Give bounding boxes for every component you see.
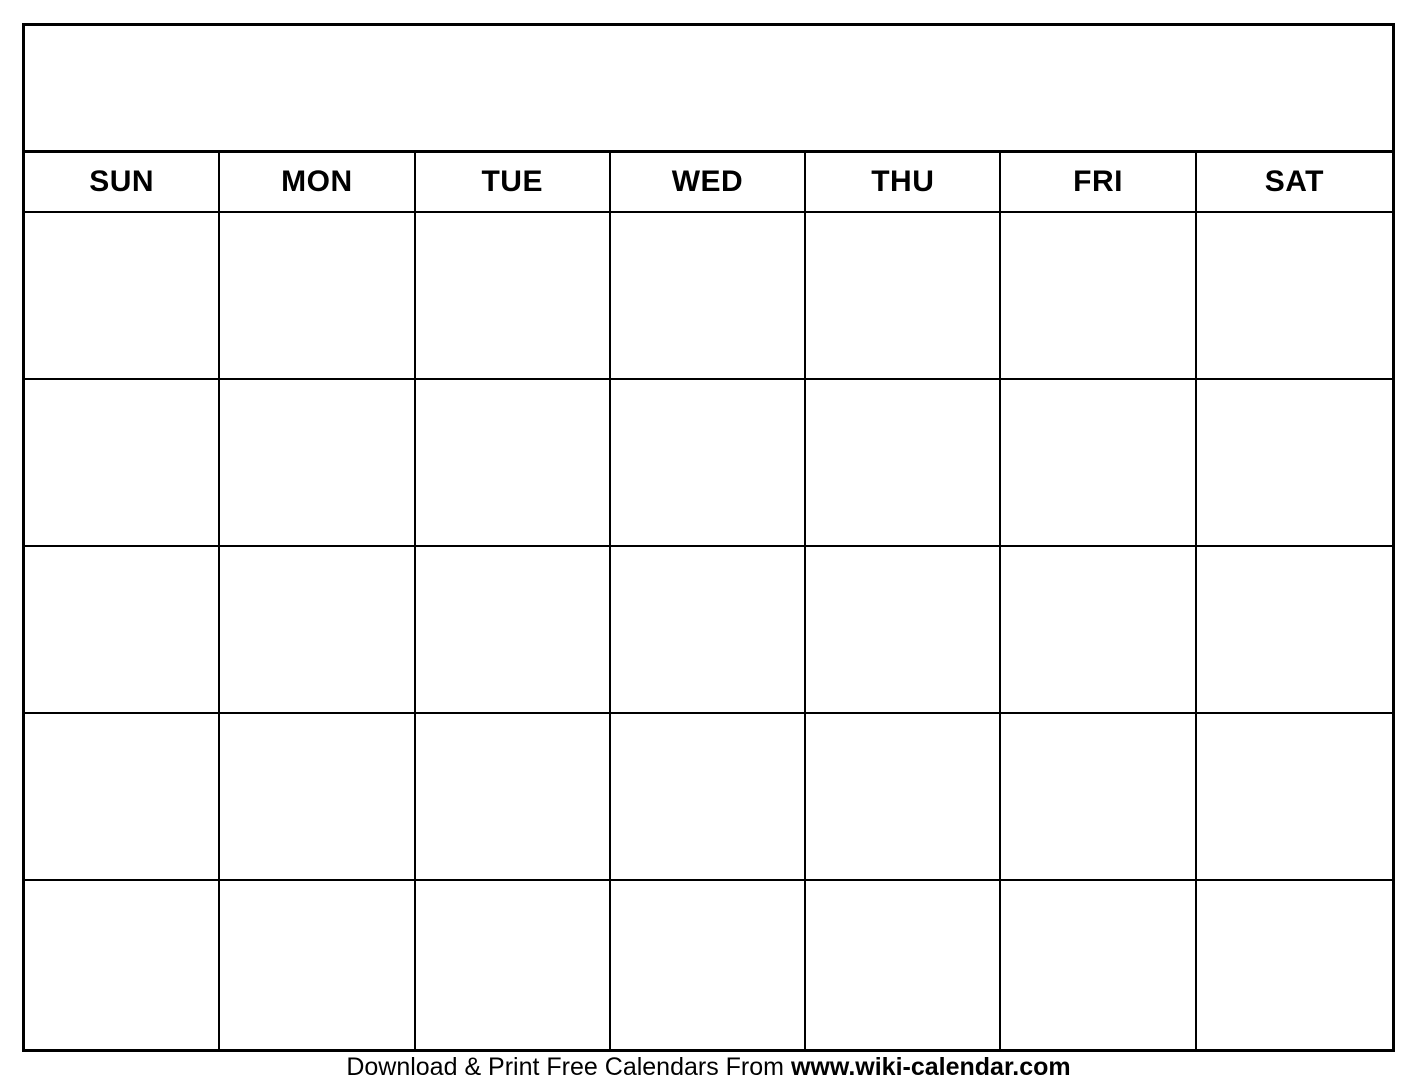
calendar-template: [22, 23, 1395, 1052]
calendar-cell-r3c5: [806, 547, 1001, 714]
calendar-cell-r4c3: [416, 714, 611, 881]
calendar-cell-r1c6: [1001, 213, 1196, 380]
calendar-cell-r3c7: [1197, 547, 1392, 714]
calendar-cell-r1c5: [806, 213, 1001, 380]
calendar-cell-r2c7: [1197, 380, 1392, 547]
calendar-cell-r3c6: [1001, 547, 1196, 714]
calendar-cell-r1c2: [220, 213, 415, 380]
calendar-cell-r5c7: [1197, 881, 1392, 1049]
footer-site-url: www.wiki-calendar.com: [790, 1053, 1071, 1081]
calendar-cell-r3c2: [220, 547, 415, 714]
calendar-cell-r4c5: [806, 714, 1001, 881]
footer-credit: [0, 1053, 1417, 1082]
weekday-header-thu: THU: [806, 153, 1001, 213]
calendar-cell-r4c4: [611, 714, 806, 881]
calendar-cell-r2c5: [806, 380, 1001, 547]
calendar-cell-r3c4: [611, 547, 806, 714]
calendar-cell-r2c1: [25, 380, 220, 547]
calendar-cell-r4c2: [220, 714, 415, 881]
calendar-cell-r2c6: [1001, 380, 1196, 547]
weekday-header-fri: FRI: [1001, 153, 1196, 213]
weekday-header-mon: MON: [220, 153, 415, 213]
weekday-header-sat: SAT: [1197, 153, 1392, 213]
calendar-cell-r5c1: [25, 881, 220, 1049]
calendar-cell-r2c4: [611, 380, 806, 547]
calendar-cell-r2c3: [416, 380, 611, 547]
calendar-cell-r2c2: [220, 380, 415, 547]
calendar-cell-r3c3: [416, 547, 611, 714]
calendar-cell-r5c3: [416, 881, 611, 1049]
calendar-cell-r1c4: [611, 213, 806, 380]
calendar-cell-r4c1: [25, 714, 220, 881]
weekday-header-wed: WED: [611, 153, 806, 213]
weekday-header-tue: TUE: [416, 153, 611, 213]
calendar-cell-r5c4: [611, 881, 806, 1049]
calendar-cell-r1c3: [416, 213, 611, 380]
calendar-cell-r4c6: [1001, 714, 1196, 881]
calendar-cell-r1c1: [25, 213, 220, 380]
month-title-box: [22, 23, 1395, 153]
calendar-cell-r1c7: [1197, 213, 1392, 380]
calendar-grid: [22, 153, 1395, 1052]
calendar-cell-r5c5: [806, 881, 1001, 1049]
footer-credit-text: Download & Print Free Calendars From: [346, 1053, 791, 1081]
calendar-cell-r4c7: [1197, 714, 1392, 881]
weekday-header-sun: SUN: [25, 153, 220, 213]
calendar-cell-r5c6: [1001, 881, 1196, 1049]
calendar-cell-r5c2: [220, 881, 415, 1049]
calendar-cell-r3c1: [25, 547, 220, 714]
